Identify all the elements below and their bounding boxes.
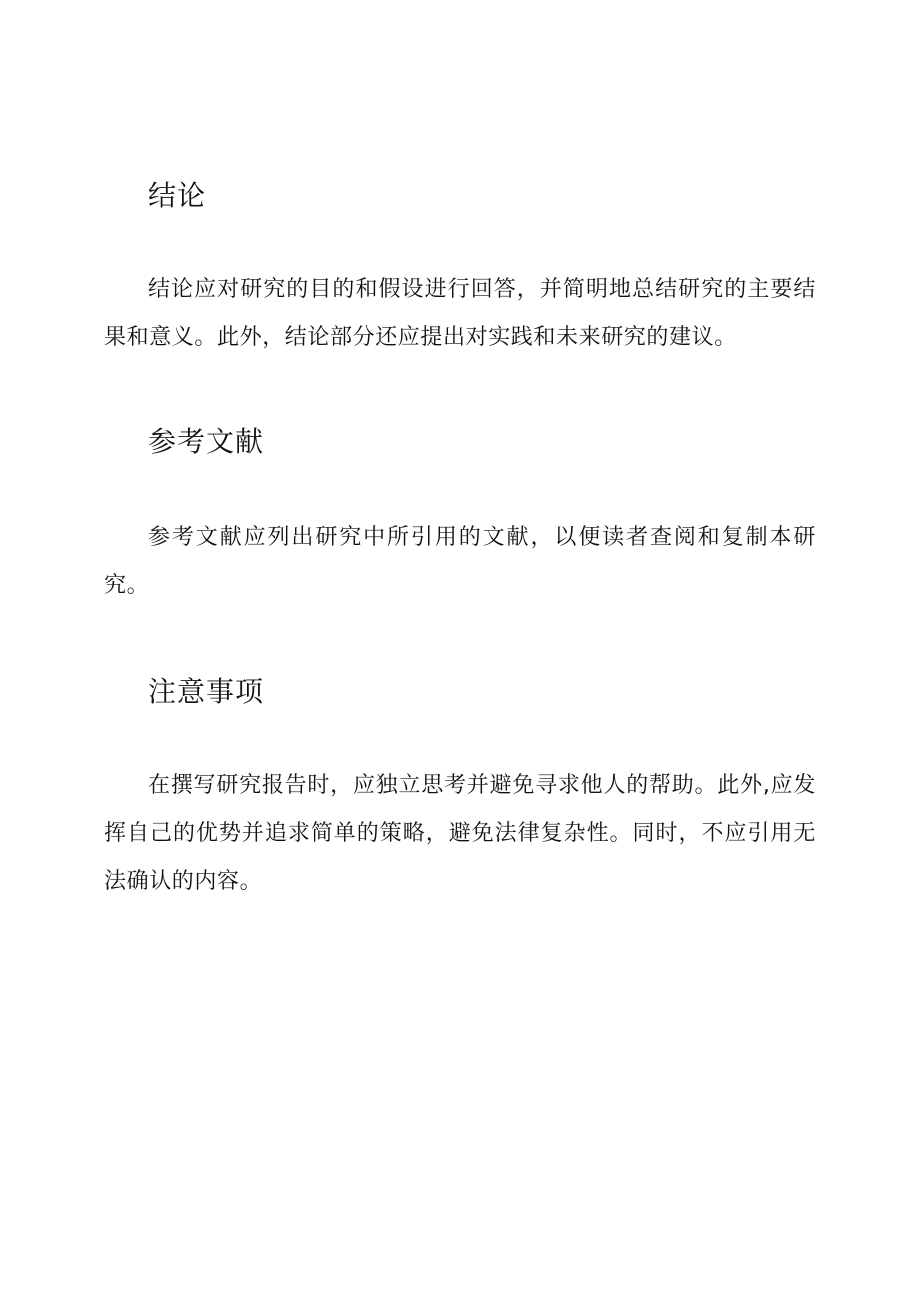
section-paragraph: 参考文献应列出研究中所引用的文献，以便读者查阅和复制本研究。: [104, 525, 816, 598]
section-notes: [104, 672, 816, 906]
section-conclusion: [104, 176, 816, 362]
section-paragraph: 结论应对研究的目的和假设进行回答，并简明地总结研究的主要结果和意义。此外，结论部分还应提出对实践和未来研究的建议。: [104, 277, 816, 350]
section-heading: 参考文献: [148, 425, 265, 458]
section-paragraph: 在撰写研究报告时，应独立思考并避免寻求他人的帮助。此外,应发挥自己的优势并追求简单的策略，避免法律复杂性。同时，不应引用无法确认的内容。: [104, 773, 816, 894]
section-heading: 注意事项: [148, 675, 265, 708]
section-heading: 结论: [148, 179, 207, 212]
section-references: [104, 422, 816, 610]
